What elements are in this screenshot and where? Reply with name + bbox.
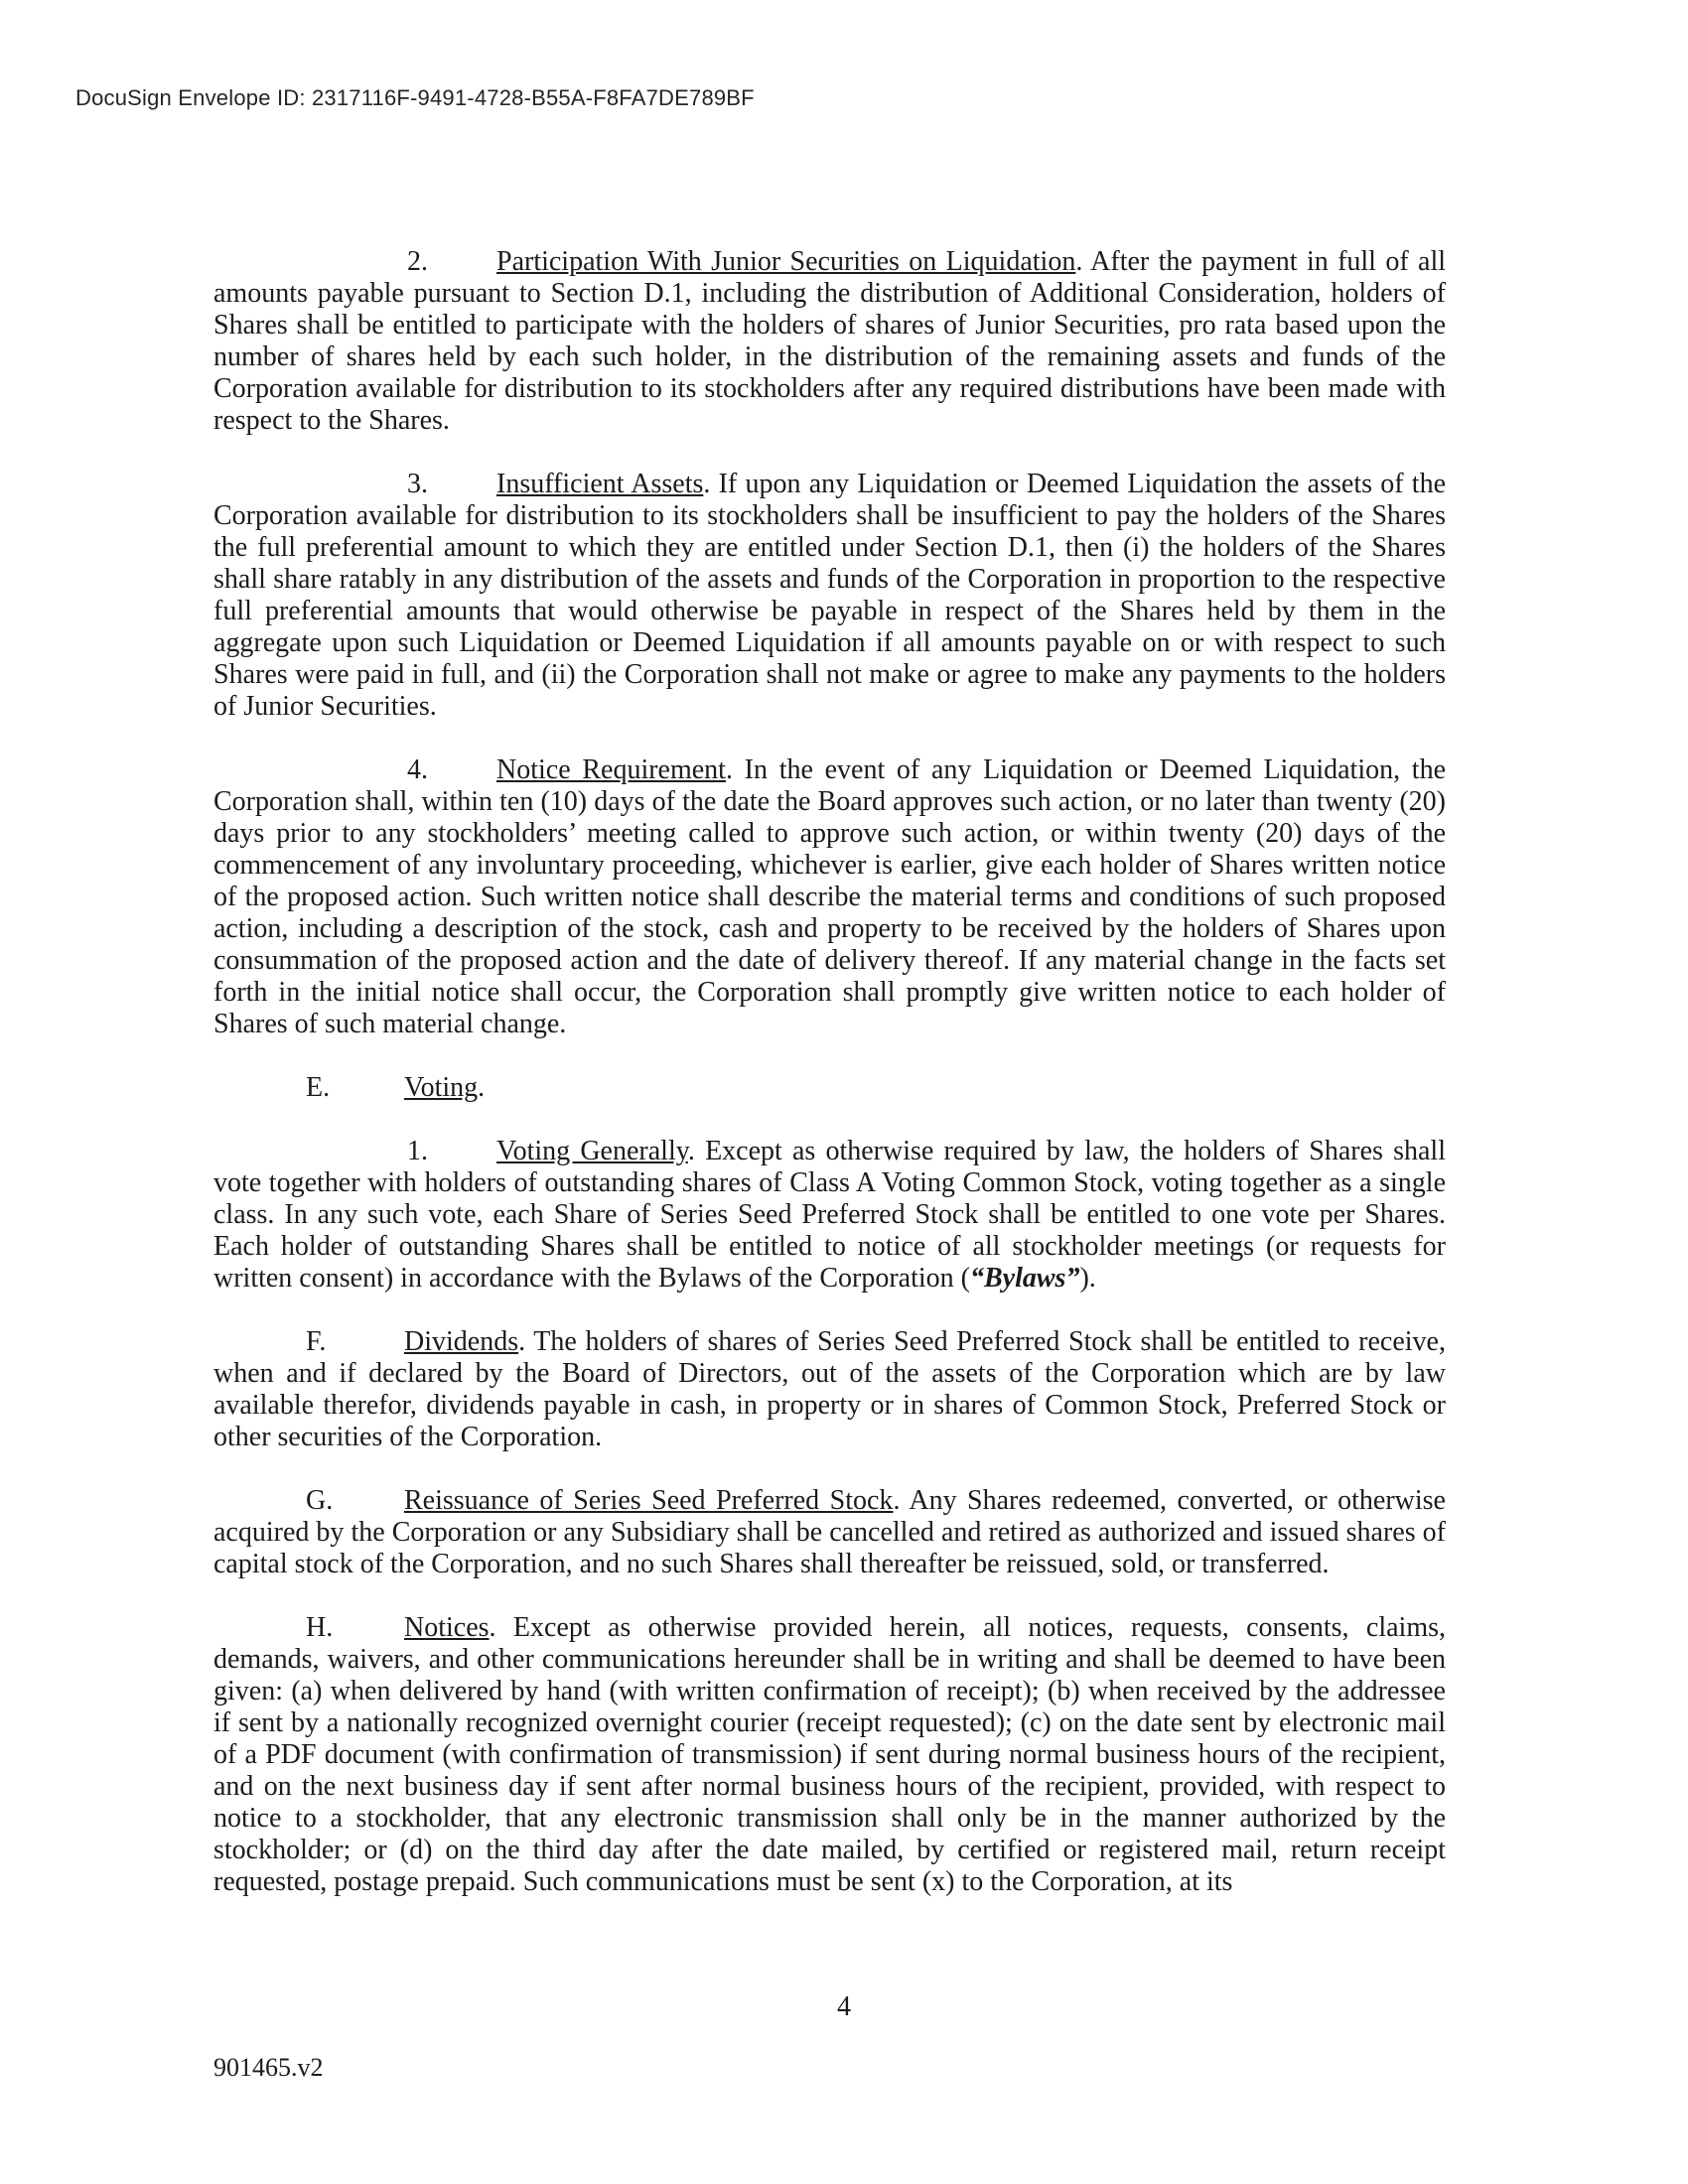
paragraph-title: Voting Generally (496, 1136, 688, 1166)
section-letter: E. (306, 1072, 331, 1103)
document-body (213, 246, 1446, 1930)
paragraph-text: . If upon any Liquidation or Deemed Liquidation the assets of the Corporation available for distribution to its stockholders shall be insufficient to pay the holders of the Shares the full preferential amount to which they are entitled under Section D.1, then (i) the holders of the Shares shall share ratably in any distribution of the assets and funds of the Corporation in proportion to the respective full preferential amounts that would otherwise be payable in respect of the Shares held by them in the aggregate upon such Liquidation or Deemed Liquidation if all amounts payable on or with respect to such Shares were paid in full, and (ii) the Corporation shall not make or agree to make any payments to the holders of Junior Securities. (213, 469, 1446, 722)
paragraph-voting-generally (213, 1136, 1446, 1295)
paragraph-number: 3. (407, 469, 428, 499)
paragraph-title: Insufficient Assets (496, 469, 704, 499)
section-title: Voting (404, 1072, 479, 1103)
paragraph-number: 1. (407, 1136, 428, 1166)
paragraph-text: . In the event of any Liquidation or Deemed Liquidation, the Corporation shall, within ten (10) days of the date the Board approves such action, or no later than twenty (20) days prior to any stockholders’ meeting called to approve such action, or within twenty (20) days of the commencement of any involuntary proceeding, whichever is earlier, give each holder of Shares written notice of the proposed action. Such written notice shall describe the material terms and conditions of such proposed action, including a description of the stock, cash and property to be received by the holders of Shares upon consummation of the proposed action and the date of delivery thereof. If any material change in the facts set forth in the initial notice shall occur, the Corporation shall promptly give written notice to each holder of Shares of such material change. (213, 754, 1447, 1039)
paragraph-reissuance (213, 1485, 1446, 1580)
docusign-envelope-id: DocuSign Envelope ID: 2317116F-9491-4728-B55A-F8FA7DE789BF (75, 85, 755, 110)
section-heading-voting (213, 1072, 1446, 1104)
paragraph-title: Dividends (404, 1326, 519, 1357)
paragraph-text: . Except as otherwise provided herein, all notices, requests, consents, claims, demands, waivers, and other communications hereunder shall be in writing and shall be deemed to have been given: (a) when delivered by hand (with written confirmation of receipt); (b) when received by the addressee if sent by a nationally recognized overnight courier (receipt requested); (c) on the date sent by electronic mail of a PDF document (with confirmation of transmission) if sent during normal business hours of the recipient, and on the next business day if sent after normal business hours of the recipient, provided, with respect to notice to a stockholder, that any electronic transmission shall only be in the manner authorized by the stockholder; or (d) on the third day after the date mailed, by certified or registered mail, return receipt requested, postage prepaid. Such communications must be sent (x) to the Corporation, at its (213, 1612, 1446, 1897)
paragraph-text: . The holders of shares of Series Seed Preferred Stock shall be entitled to receive, when and if declared by the Board of Directors, out of the assets of the Corporation which are by law available therefor, dividends payable in cash, in property or in shares of Common Stock, Preferred Stock or other securities of the Corporation. (213, 1326, 1446, 1452)
section-title-period: . (478, 1072, 486, 1103)
paragraph-title: Notice Requirement (496, 754, 726, 785)
paragraph-notice-requirement (213, 754, 1446, 1040)
paragraph-participation (213, 246, 1446, 437)
section-letter: F. (306, 1326, 327, 1357)
paragraph-title: Notices (404, 1612, 490, 1643)
paragraph-text: . Any Shares redeemed, converted, or otherwise acquired by the Corporation or any Subsidiary shall be cancelled and retired as authorized and issued shares of capital stock of the Corporation, and no such Shares shall thereafter be reissued, sold, or transferred. (213, 1485, 1446, 1579)
paragraph-number: 4. (407, 754, 428, 785)
section-letter: G. (306, 1485, 334, 1516)
page-number: 4 (837, 1991, 851, 2022)
paragraph-text-after: ). (1079, 1263, 1096, 1294)
paragraph-title: Participation With Junior Securities on Liquidation (496, 246, 1076, 277)
paragraph-text: . Except as otherwise required by law, the holders of Shares shall vote together with holders of outstanding shares of Class A Voting Common Stock, voting together as a single class. In any such vote, each Share of Series Seed Preferred Stock shall be entitled to one vote per Shares. Each holder of outstanding Shares shall be entitled to notice of all stockholder meetings (or requests for written consent) in accordance with the Bylaws of the Corporation ( (213, 1136, 1446, 1294)
paragraph-insufficient-assets (213, 469, 1446, 723)
paragraph-title: Reissuance of Series Seed Preferred Stock (404, 1485, 894, 1516)
paragraph-dividends (213, 1326, 1446, 1453)
paragraph-text: . After the payment in full of all amounts payable pursuant to Section D.1, including the distribution of Additional Consideration, holders of Shares shall be entitled to participate with the holders of shares of Junior Securities, pro rata based upon the number of shares held by each such holder, in the distribution of the remaining assets and funds of the Corporation available for distribution to its stockholders after any required distributions have been made with respect to the Shares. (213, 246, 1447, 436)
defined-term-bylaws: “Bylaws” (970, 1263, 1080, 1294)
paragraph-notices (213, 1612, 1446, 1898)
section-letter: H. (306, 1612, 334, 1643)
paragraph-number: 2. (407, 246, 428, 277)
document-version-number: 901465.v2 (213, 2053, 324, 2082)
